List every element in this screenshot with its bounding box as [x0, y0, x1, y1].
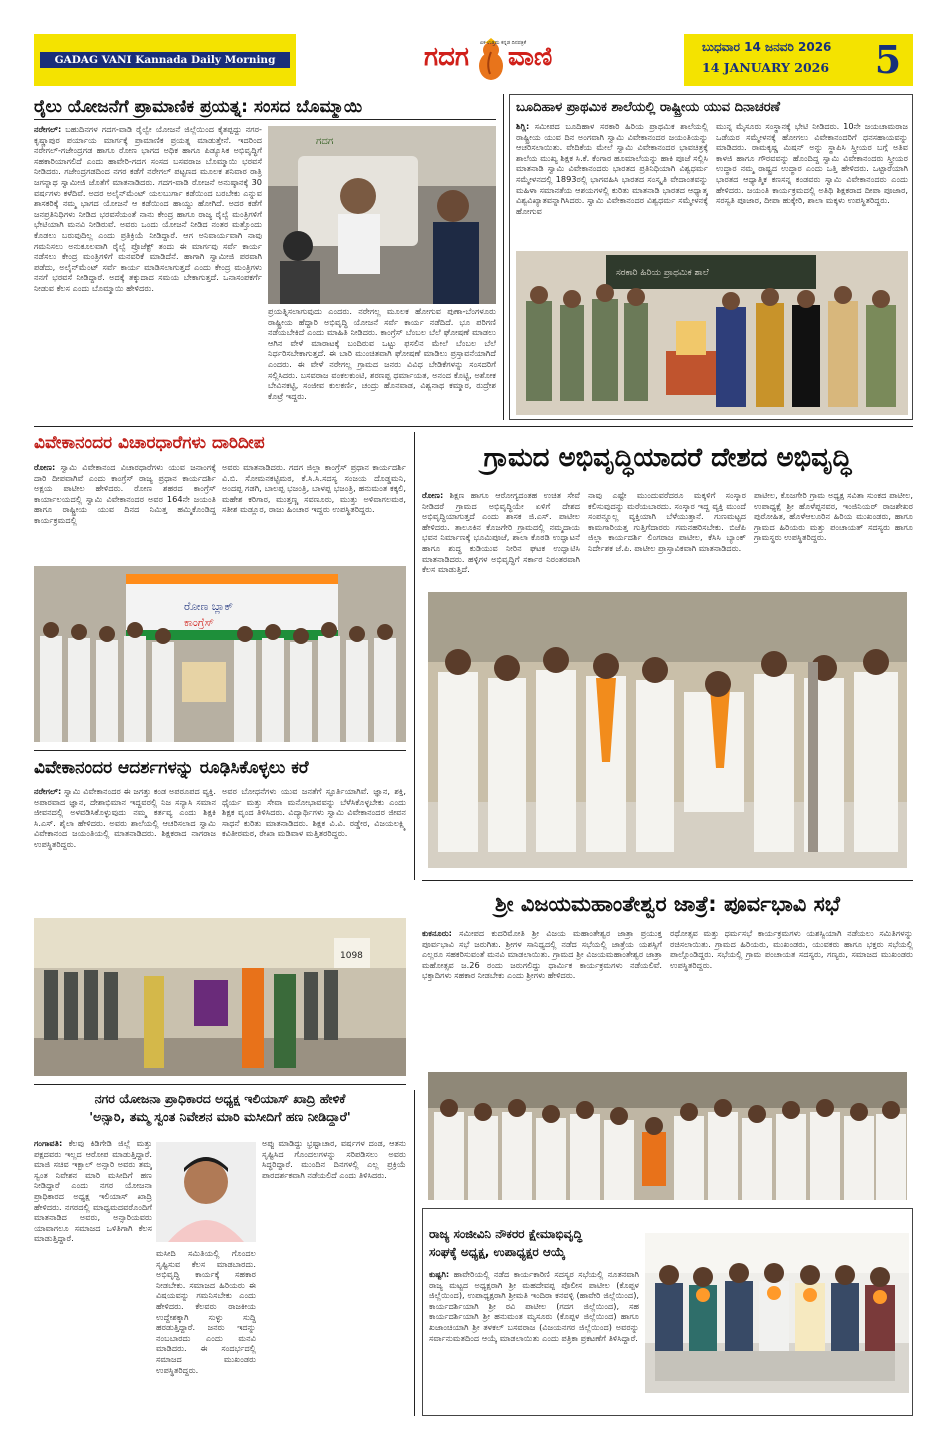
vivek-congress-headline	[34, 432, 406, 454]
logo-text-left: ಗದಗ	[424, 42, 469, 72]
school-dateline: ಶಿಗ್ಲಿ:	[516, 121, 530, 131]
vivek-congress-headline-text: ವಿವೇಕಾನಂದರ ವಿಚಾರಧಾರೆಗಳು ದಾರಿದೀಪ	[34, 433, 265, 453]
column-divider	[414, 432, 415, 880]
railway-photo-image	[268, 126, 496, 304]
jatra-headline-text: ಶ್ರೀ ವಿಜಯಮಹಾಂತೇಶ್ವರ ಜಾತ್ರೆ: ಪೂರ್ವಭಾವಿ ಸಭೆ	[495, 892, 840, 916]
vivek-ideals-body-column-2	[222, 786, 406, 910]
page-number: 5	[874, 37, 902, 82]
divider	[422, 880, 913, 881]
column-divider	[503, 94, 504, 420]
railway-headline	[34, 96, 496, 118]
vivek-congress-body-column-1	[34, 462, 216, 558]
divider	[34, 426, 913, 427]
jatra-body-1: ಸಮೀಪದ ಕುದರಿಮೋತಿ ಶ್ರೀ ವಿಜಯ ಮಹಾಂತೇಶ್ವರ ಜಾತ್ರಾ ಪ್ರಯುಕ್ತ ಪೂರ್ವಭಾವಿ ಸಭೆ ಜರುಗಿತು. ಶ್ರೀಗಳ ಸಾನಿಧ್ಯದಲ್ಲಿ ನಡೆದ ಸಭೆಯಲ್ಲಿ ಜಾತ್ರೆಯ ಯಶಸ್ಸಿಗೆ ಎಲ್ಲರೂ ಸಹಕರಿಸುವಂತೆ ಮನವಿ ಮಾಡಲಾಯಿತು. ಗ್ರಾಮದ ಶ್ರೀ ವಿಜಯಮಹಾಂತೇಶ್ವರ ಜಾತ್ರಾ ಮಹೋತ್ಸವ ಜ.26 ರಂದು ಜರುಗಲಿದ್ದು ಧಾರ್ಮಿಕ ಕಾರ್ಯಕ್ರಮಗಳು ನಡೆಯಲಿವೆ. ಭಕ್ತಾದಿಗಳು ಸಹಕಾರ ನೀಡಬೇಕು ಎಂದು ಶ್ರೀಗಳು ಹೇಳಿದರು.	[422, 928, 662, 981]
urban-body-column-1	[34, 1138, 152, 1414]
employees-photo-image	[645, 1233, 909, 1393]
employees-headline-line-2: ಸಂಘಕ್ಕೆ ಅಧ್ಯಕ್ಷ, ಉಪಾಧ್ಯಕ್ಷರ ಆಯ್ಕೆ	[429, 1245, 566, 1259]
jatra-body-column-1	[422, 928, 662, 1066]
school-photo-image	[516, 251, 908, 415]
school-photo-board: ಸರಕಾರಿ ಹಿರಿಯ ಪ್ರಾಥಮಿಕ ಶಾಲೆ	[616, 268, 709, 278]
vivek-ideals-headline-text: ವಿವೇಕಾನಂದರ ಆದರ್ಶಗಳನ್ನು ರೂಢಿಸಿಕೊಳ್ಳಲು ಕರೆ	[34, 758, 309, 778]
school-body-2: ಮುನ್ನ ಮೈಸೂರು ಸಂಸ್ಥಾನಕ್ಕೆ ಭೇಟಿ ನೀಡಿದರು. 10ನೇ ಜಯಚಾಮರಾಜ ಒಡೆಯರ ಸಮ್ಮೇಳನಕ್ಕೆ ಹೋಗಲು ವಿವೇಕಾನಂದರಿಗೆ ಧನಸಹಾಯವನ್ನು ಮಾಡಿದರು. ರಾಮಕೃಷ್ಣ ಮಿಷನ್ ಅನ್ನು ಸ್ಥಾಪಿಸಿ ಸ್ತ್ರೀಯರ ಬಗ್ಗೆ ಅತಿವ ಕಾಳಜಿ ಹಾಗೂ ಗೌರವವನ್ನು ಹೊಂದಿದ್ದ ಸ್ವಾಮಿ ವಿವೇಕಾನಂದರು ಸ್ತ್ರೀಯರ ಉದ್ಧಾರ ನಮ್ಮ ರಾಷ್ಟ್ರದ ಉದ್ಧಾರ ಎಂದು ಒತ್ತಿ ಹೇಳಿದರು. ಒಟ್ಟಾರೆಯಾಗಿ ಭಾರತದ ಆಧ್ಯಾತ್ಮಿಕ ಕಣಸನ್ನ ಕಂಡವರು ಸ್ವಾಮಿ ವಿವೇಕಾನಂದರು ಎಂದು ಹೇಳಿದರು. ಜಯಂತಿ ಕಾರ್ಯಕ್ರಮದಲ್ಲಿ ಅತಿಥಿ ಶಿಕ್ಷಕರಾದ ದೀಪಾ ಪೂಜಾರ, ಸರಸ್ವತಿ ಪೂಜಾರ, ದೀಪಾ ಹುಕ್ಕೇರಿ, ಶಾಲಾ ಮಕ್ಕಳು ಉಪಸ್ಥಿತರಿದ್ದರು.	[716, 121, 908, 206]
village-photo	[428, 592, 907, 868]
employees-headline-line-1: ರಾಜ್ಯ ಸಂಜೀವಿನಿ ನೌಕರರ ಕ್ಷೇಮಾಭಿವೃದ್ಧಿ	[429, 1227, 583, 1241]
village-body-column-1	[422, 490, 580, 586]
village-photo-image	[428, 592, 907, 868]
railway-dateline: ನರೇಗಲ್:	[34, 124, 62, 134]
village-headline-text: ಗ್ರಾಮದ ಅಭಿವೃದ್ಧಿಯಾದರೆ ದೇಶದ ಅಭಿವೃದ್ಧಿ	[483, 443, 852, 473]
masthead-left-band	[34, 34, 296, 86]
village-headline	[422, 432, 913, 484]
school-headline: ಬೂದಿಹಾಳ ಪ್ರಾಥಮಿಕ ಶಾಲೆಯಲ್ಲಿ ರಾಷ್ಟ್ರೀಯ ಯುವ ದಿನಾಚರಣೆ	[516, 100, 781, 115]
vivek-ideals-body-2: ಅವರ ಬೋಧನೆಗಳು ಯುವ ಜನತೆಗೆ ಸ್ಫೂರ್ತಿಯಾಗಿವೆ. ಜ್ಞಾನ, ಶಕ್ತಿ, ಧೈರ್ಯ ಮತ್ತು ಸೇವಾ ಮನೋಭಾವವನ್ನು ಬೆಳೆಸಿಕೊಳ್ಳಬೇಕು ಎಂದು ಶಿಕ್ಷಕ ವೃಂದ ತಿಳಿಸಿದರು. ವಿದ್ಯಾರ್ಥಿಗಳು ಸ್ವಾಮಿ ವಿವೇಕಾನಂದರ ಜೀವನ ಸಾಧನೆ ಕುರಿತು ಮಾತನಾಡಿದರು. ಶಿಕ್ಷಕ ವಿ.ವಿ. ರಡ್ಡೇರ, ವಿಜಯಲಕ್ಷ್ಮಿ ಕವಿತೀರಮಠ, ರೇಖಾ ಮಡಿವಾಳ ಮತ್ತಿತರರಿದ್ದರು.	[222, 786, 406, 839]
vivek-congress-body-column-2	[222, 462, 406, 558]
school-photo	[516, 251, 908, 415]
vivek-congress-body-2: ಅವರು ಮಾತನಾಡಿದರು. ಗದಗ ಜಿಲ್ಲಾ ಕಾಂಗ್ರೆಸ್ ಪ್ರಧಾನ ಕಾರ್ಯದರ್ಶಿ ವಿ.ಬಿ. ಸೋಮನಕಟ್ಟಿಮಠ, ಕೆ.ಸಿ.ಸಿ.ಸದಸ್ಯ ಸಂಜಯ ದೊಡ್ಡಮನಿ, ಅಂದಪ್ಪ ಗಡಗಿ, ಬಾಲಪ್ಪ ಭಜಂತ್ರಿ, ಬಾಳಪ್ಪ ಭಜಂತ್ರಿ, ಹನುಮಂತ ಕಕ್ಕಲಿ, ಮಹೇಶ ಕರಿಗಾರ, ಮುತ್ತಣ್ಣ ಸವಣೂರು, ಮುತ್ತು ಅಳಿವಾಗಲಮಠ, ಸತೀಶ ಮಡ್ಲೂರ, ರಾಜು ಹಿಂಚಾರ ಇದ್ದರು ಉಪಸ್ಥಿತರಿದ್ದರು.	[222, 462, 406, 515]
urban-body-column-3	[262, 1138, 406, 1414]
railway-photo	[268, 126, 496, 304]
railway-body-1: ಬಹುದಿನಗಳ ಗದಗ-ವಾಡಿ ರೈಲ್ವೇ ಯೋಜನೆ ಜಿಲ್ಲೆಯಿಂದ ಕೈತಪ್ಪದ್ದು ನಗರ-ಕೃಷ್ಣಾಪುರ ಪರ್ಯಾಯ ಮಾರ್ಗಕ್ಕೆ ಪ್ರಾಮಾಣಿಕ ಪ್ರಯತ್ನ ಮಾಡುತ್ತೇನೆ. ಇದರಿಂದ ನರೇಗಲ್-ಗಜೇಂದ್ರಗಡ ಹಾಗೂ ರೋಣ ಭಾಗದ ಅಧಿಕ ಹಾಗೂ ಪಿಡ್ಯೂಸಿಕ ಅಭಿವೃದ್ಧಿಗೆ ಸಹಕಾರಿಯಾಗಲಿದೆ ಎಂದು ಹಾವೇರಿ-ಗದಗ ಸಂಸದ ಬಸವರಾಜ ಬೊಮ್ಮಾಯಿ ಭರವಸೆ ನೀಡಿದರು. ಗಜೇಂದ್ರಗಡದಿಂದ ನಗರ ಕಡೆಗೆ ನರೇಗಲ್ ಪಟ್ಟಣದ ಮೂಲಕ ಶನಿವಾರ ರಾತ್ರಿ ಜಗನ್ನಾಥ ಸ್ವಾಮೀಜಿ ಜೊತೆಗೆ ಮಾತನಾಡಿದರು. ಗದಗ-ವಾಡಿ ರೋಜನೆ ಅನುಷ್ಠಾನಕ್ಕೆ 30 ವರ್ಷಗಳು ಕಳೆದಿವೆ. ಅದರ ಅಲೈನ್‌ಮೆಂಟ್ ಯಲಬುರ್ಗಾ ಕಡೆಯಿಂದ ಬರಬೇಕು ಎನ್ನುವ ಶಾಸಕರಿಕ್ಕೆ ನಮ್ಮ ಭಾಗದ ಯೋಜನೆ ಆ ಕಡೆಯಿಂದ ಹಾಯ್ದು ಹೋಗಿದೆ. ಅದರ ಕಡೆಗೆ ಜನಪ್ರತಿನಿಧಿಗಳು ನೀಡಿದ ಭರವಸೆಯಂತೆ ನಾನು ಕೇಂದ್ರ ಹಾಗೂ ರಾಜ್ಯ ರೈಲ್ವೆ ಮಂತ್ರಿಗಳಿಗೆ ಭೇಟಿಯಾಗಿ ಮನವಿ ನೀಡಿರುವೆ. ಅವರು ಒಂದು ಯೋಜನೆ ನೀಡಿದ ನಂತರ ಮತ್ತೊಂದು ಕೊಡಲು ಬರುವುದಿಲ್ಲ ಎಂದು ಪ್ರತಿಕ್ರಿಯೆ ನೀಡಿದ್ದಾರೆ. ಆಗ ಅನಿವಾರ್ಯವಾಗಿ ನಾವು ಗಮನಿಸಲು ಅನುಕೂಲವಾಗಿ ರೈಲ್ವೆ ಪ್ರೊಜೆಕ್ಟ್ ತಂದು ಈ ಮಾರ್ಗವು ಸರ್ವೆ ಕಾರ್ಯ ನಡೆಸಲು ಕೇಂದ್ರ ಮಂತ್ರಿಗಳಿಗೆ ಮನವರಿಕೆ ಮಾಡಿದೆನೆ. ಹಾಗಾಗಿ ಸ್ವಾಮೀಜಿ ಪರವಾಗಿ ಪಡೆದು, ಅಲೈನ್‌ಮೆಂಟ್ ಸರ್ವೆ ಕಾರ್ಯ ಮಾಡಿಸಲಾಗುತ್ತದೆ ಎಂದು ಕೇಂದ್ರ ಮಂತ್ರಿಗಳು ನನಗೆ ಭರವಸೆ ನೀಡಿದ್ದಾರೆ. ಅದಕ್ಕೆ ತಕ್ಕುದಾದ ಸಮಯ ಬೇಕಾಗುತ್ತದೆ. ಒನಾಸಂಪಕರ್ಗೆ ನೀಡುವ ಕೆಲಸ ಎಂದು ಬೊಮ್ಮಾಯಿ ಹೇಳಿದರು.	[34, 124, 262, 293]
masthead-right-band	[684, 34, 913, 86]
village-body-2: ನಾವು ಎಷ್ಟೇ ಮುಂದುವರೆದರೂ ಮಕ್ಕಳಿಗೆ ಸಂಸ್ಕಾರ ಕಲಿಸುವುದನ್ನು ಮರೆಯಬಾರದು. ಸಂಸ್ಕಾರ ಇದ್ದ ವ್ಯಕ್ತಿ ಮುಂದೆ ಸಂಪನ್ನೂಲ್ಲ ವ್ಯಕ್ತಿಯಾಗಿ ಬೆಳೆಯುತ್ತಾನೆ. ಗುಣಮಟ್ಟದ ಕಾಮಗಾರಿಯತ್ತ ಗುತ್ತಿಗೆದಾರರು ಗಮನಹರಿಸಬೇಕು. ಬಿಜೆಪಿ ಜಿಲ್ಲಾ ಕಾರ್ಯದರ್ಶಿ ಲಿಂಗರಾಜ ಪಾಟೀಲ, ಕೆಸಿಸಿ ಬ್ಯಾಂಕ್ ನಿರ್ದೇಶಕ ಜೆ.ಪಿ. ಪಾಟೀಲ ಪ್ರಾಸ್ತಾವಿಕವಾಗಿ ಮಾತನಾಡಿದರು.	[588, 490, 746, 553]
employees-photo	[645, 1233, 909, 1393]
railway-body-column-2	[268, 306, 496, 414]
village-body-column-3	[754, 490, 913, 586]
jatra-dateline: ಕುಕನೂರು:	[422, 928, 452, 938]
railway-headline-text: ರೈಲು ಯೋಜನೆಗೆ ಪ್ರಾಮಾಣಿಕ ಪ್ರಯತ್ನ: ಸಂಸದ ಬೊಮ್ಮಾಯಿ	[34, 97, 363, 117]
logo-text-right: ವಾಣಿ	[508, 42, 553, 72]
village-body-column-2	[588, 490, 746, 586]
jatra-body-2: ರಥೋತ್ಸವ ಮತ್ತು ಧರ್ಮಸಭೆ ಕಾರ್ಯಕ್ರಮಗಳು ಯಶಸ್ವಿಯಾಗಿ ನಡೆಯಲು ಸಮಿತಿಗಳನ್ನು ರಚಿಸಲಾಯಿತು. ಗ್ರಾಮದ ಹಿರಿಯರು, ಮುಖಂಡರು, ಯುವಕರು ಹಾಗೂ ಭಕ್ತರು ಸಭೆಯಲ್ಲಿ ಪಾಲ್ಗೊಂಡಿದ್ದರು. ಸಭೆಯಲ್ಲಿ ಗ್ರಾಮ ಪಂಚಾಯತ ಸದಸ್ಯರು, ಗಣ್ಯರು, ಸಮಾಜದ ಮುಖಂಡರು ಉಪಸ್ಥಿತರಿದ್ದರು.	[670, 928, 913, 970]
congress-photo-image	[34, 566, 406, 742]
divider	[34, 119, 496, 120]
jatra-photo	[428, 1072, 907, 1200]
school-number-plate: 1098	[340, 951, 363, 961]
newspaper-logo	[424, 38, 574, 82]
jatra-photo-image	[428, 1072, 907, 1200]
urban-body-2: ಮಸೀದಿ ಸಮಿತಿಯಲ್ಲಿ ಗೊಂದಲ ಸೃಷ್ಟಿಸುವ ಕೆಲಸ ಮಾಡಬಾರದು. ಅಭಿವೃದ್ಧಿ ಕಾರ್ಯಕ್ಕೆ ಸಹಕಾರ ನೀಡಬೇಕು. ಸಮಾಜದ ಹಿರಿಯರು ಈ ವಿಷಯವನ್ನು ಗಮನಿಸಬೇಕು ಎಂದು ಹೇಳಿದರು. ಕೆಲವರು ರಾಜಕೀಯ ಉದ್ದೇಶಕ್ಕಾಗಿ ಸುಳ್ಳು ಸುದ್ದಿ ಹರಡುತ್ತಿದ್ದಾರೆ. ಜನರು ಇದನ್ನು ನಂಬಬಾರದು ಎಂದು ಮನವಿ ಮಾಡಿದರು. ಈ ಸಂದರ್ಭದಲ್ಲಿ ಸಮಾಜದ ಮುಖಂಡರು ಉಪಸ್ಥಿತರಿದ್ದರು.	[156, 1248, 256, 1375]
masthead-center	[296, 34, 684, 86]
vivek-ideals-headline	[34, 756, 406, 780]
school-assembly-photo-image	[34, 918, 406, 1076]
jatra-body-column-2	[670, 928, 913, 1066]
railway-body-column-1	[34, 124, 262, 414]
portrait-photo-image	[156, 1142, 256, 1242]
divider	[34, 1084, 406, 1085]
column-divider	[414, 1090, 415, 1416]
railway-photo-banner: ಗದಗ	[316, 136, 334, 147]
school-assembly-photo	[34, 918, 406, 1076]
congress-banner-line-2: ಕಾಂಗ್ರೆಸ್	[184, 616, 214, 629]
jatra-headline	[422, 884, 913, 924]
school-body-1: ಸಮೀಪದ ಬೂದಿಹಾಳ ಸರಕಾರಿ ಹಿರಿಯ ಪ್ರಾಥಮಿಕ ಶಾಲೆಯಲ್ಲಿ ರಾಷ್ಟ್ರೀಯ ಯುವ ದಿನ ಅಂಗವಾಗಿ ಸ್ವಾಮಿ ವಿವೇಕಾನಂದರ ಜಯಂತಿಯನ್ನು ಆಚರಿಸಲಾಯಿತು. ವೇದಿಕೆಯ ಮೇಲೆ ಸ್ವಾಮಿ ವಿವೇಕಾನಂದರ ಭಾವಚಿತ್ರಕ್ಕೆ ಶಾಲೆಯ ಮುಖ್ಯ ಶಿಕ್ಷಕ ಸಿ.ಕೆ. ಕೆಂಗಾರ ಹೂಮಾಲೆಯನ್ನು ಹಾಕಿ ಪೂಜೆ ಸಲ್ಲಿಸಿ ಮಾತನಾಡಿ ಸ್ವಾಮಿ ವಿವೇಕಾನಂದರು ಭಾರತದ ಪ್ರತಿನಿಧಿಯಾಗಿ ವಿಶ್ವಧರ್ಮ ಸಮ್ಮೇಳನದಲ್ಲಿ 1893ರಲ್ಲಿ ಭಾಗವಹಿಸಿ ಭಾರತದ ಸಂಸ್ಕೃತಿ ವೇದಾಂತವನ್ನು ಮಹಿಳಾ ಸಮಾನತೆಯ ಆಶಯಗಳಲ್ಲಿ ಕುರಿತು ಮಾತನಾಡಿ ಭಾರತದ ಆಧ್ಯಾತ್ಮ ವಿಶ್ವವಿಖ್ಯಾತವನ್ನಾಗಿಸಿದರು. ಸ್ವಾಮಿ ವಿವೇಕಾನಂದರ ವಿಶ್ವಧರ್ಮ ಸಮ್ಮೇಳನಕ್ಕೆ ಹೋಗುವ	[516, 121, 708, 216]
divider	[34, 750, 406, 751]
village-body-3: ಪಾಟೀಲ, ಕೊಜಗೇರಿ ಗ್ರಾಮ ಅಧ್ಯಕ್ಷ ಸವಿತಾ ಸುಂಕದ ಪಾಟೀಲ, ಉಪಾಧ್ಯಕ್ಷೆ ಶ್ರೀ ಹೊಳೆಪ್ಪನವರ, ಇಂಜಿನಿಯರ್ ರಾಜಶೇಖರ ಪುರೋಹಿತ, ಹೊಳೆಆಲೂರಿನ ಹಿರಿಯ ಮುಖಂಡರು, ಹಾಗೂ ಗ್ರಾಮದ ಹಿರಿಯರು ಮತ್ತು ಪಂಚಾಯತ್ ಸದಸ್ಯರು ಹಾಗೂ ಗ್ರಾಮಸ್ಥರು ಉಪಸ್ಥಿತರಿದ್ದರು.	[754, 490, 913, 543]
vivek-ideals-body-1: ಸ್ವಾಮಿ ವಿವೇಕಾನಂದರ ಈ ಜಗತ್ತು ಕಂಡ ಅಪರೂಪದ ವ್ಯಕ್ತಿ. ಅಪಾರವಾದ ಜ್ಞಾನ, ದೇಶಾಭಿಮಾನ ಇದ್ದವರಲ್ಲಿ ನಿಜ ಸನ್ಯಾಸಿ ಸಮಾನ ಜೀವನದಲ್ಲಿ ಅಳವಡಿಸಿಕೊಳ್ಳುವುದು ನಮ್ಮ ಕರ್ತವ್ಯ ಎಂದು ಶಿಕ್ಷಕಿ ಸಿ.ಎಸ್. ಶೈಲಾ ಹೇಳಿದರು. ಅವರು ಶಾಲೆಯಲ್ಲಿ ಆಚರಿಸಲಾದ ಸ್ವಾಮಿ ವಿವೇಕಾನಂದ ಜಯಂತಿಯಲ್ಲಿ ಮಾತನಾಡಿದರು. ಶಿಕ್ಷಕರಾದ ನಾಗರಾಜ ಉಪಸ್ಥಿತರಿದ್ದರು.	[34, 786, 216, 849]
congress-photo	[34, 566, 406, 742]
employees-dateline: ಕುಷ್ಟಗಿ:	[429, 1269, 450, 1279]
logo-tagline: ಏಕ ಉತ್ತಮ ಕನ್ನಡ ದಿನಪತ್ರಿಕೆ	[480, 40, 527, 46]
employees-body	[429, 1269, 639, 1411]
village-body-1: ಶಿಕ್ಷಣ ಹಾಗೂ ಆರೋಗ್ಯದಂತಹ ಉಚಿತ ಸೇವೆ ನೀಡಿದರೆ ಗ್ರಾಮದ ಅಭಿವೃದ್ಧಿಯೇ ಏಳಿಗೆ ದೇಶದ ಅಭಿವೃದ್ಧಿಯಾಗುತ್ತದೆ ಎಂದು ಶಾಸಕ ಜಿ.ಎಸ್. ಪಾಟೀಲ ಹೇಳಿದರು. ತಾಲೂಕಿನ ಕೊಜಗೇರಿ ಗ್ರಾಮದಲ್ಲಿ ನಮ್ಮದಾಯ ಭವನ ನಿರ್ಮಾಣಕ್ಕೆ ಭೂಮಿಪೂಜೆ, ಶಾಲಾ ಕೊಠಡಿ ಉದ್ಘಾಟನೆ ಹಾಗೂ ಶುದ್ಧ ಕುಡಿಯುವ ನೀರಿನ ಘಟಕ ಉದ್ಘಾಟಿಸಿ ಮಾತನಾಡಿದರು. ಹಳ್ಳಿಗಳ ಅಭಿವೃದ್ಧಿಗೆ ಸರ್ಕಾರ ನಿರಂತರವಾಗಿ ಕೆಲಸ ಮಾಡುತ್ತಿದೆ.	[422, 490, 580, 575]
congress-banner-line-1: ರೋಣ ಬ್ಲಾಕ್	[184, 600, 233, 613]
vivek-congress-dateline: ರೋಣ:	[34, 462, 56, 472]
urban-headline-line-1: ನಗರ ಯೋಜನಾ ಪ್ರಾಧಿಕಾರದ ಅಧ್ಯಕ್ಷ ಇಲಿಯಾಸ್ ಖಾದ್ರಿ ಹೇಳಿಕೆ	[94, 1091, 346, 1106]
date-english: 14 JANUARY 2026	[702, 60, 830, 75]
employees-body-1: ಹಾವೇರಿಯಲ್ಲಿ ನಡೆದ ಕಾರ್ಯಕಾರಿಣಿ ಸದಸ್ಯರ ಸಭೆಯಲ್ಲಿ ನೂತನವಾಗಿ ರಾಜ್ಯ ಮಟ್ಟದ ಅಧ್ಯಕ್ಷರಾಗಿ ಶ್ರೀ ಮಹದೇವಪ್ಪ ಪೊಲೀಸ ಪಾಟೀಲ (ಕೊಪ್ಪಳ ಜಿಲ್ಲೆಯಿಂದ), ಉಪಾಧ್ಯಕ್ಷರಾಗಿ ಶ್ರೀಮತಿ ಇಂದಿರಾ ಕನವಳ್ಳಿ (ಹಾವೇರಿ ಜಿಲ್ಲೆಯಿಂದ), ಕಾರ್ಯದರ್ಶಿಯಾಗಿ ಶ್ರೀ ರವಿ ಪಾಟೀಲ (ಗದಗ ಜಿಲ್ಲೆಯಿಂದ), ಸಹ ಕಾರ್ಯದರ್ಶಿಯಾಗಿ ಶ್ರೀ ಹನುಮಂತ ಮ್ಯಸೂರು (ಕೊಪ್ಪಳ ಜಿಲ್ಲೆಯಿಂದ) ಹಾಗೂ ಖಜಾಂಚಿಯಾಗಿ ಶ್ರೀ ತಳಕಲ್ ಬಸವರಾಜ (ವಿಜಯನಗರ ಜಿಲ್ಲೆಯಿಂದ) ಅವರನ್ನು ಸರ್ವಾನುಮತದಿಂದ ಆಯ್ಕೆ ಮಾಡಲಾಯಿತು ಎಂದು ಪತ್ರಿಕಾ ಪ್ರಕಟಣೆಗೆ ತಿಳಿಸಿದ್ದಾರೆ.	[429, 1269, 639, 1343]
vivek-ideals-dateline: ನರೇಗಲ್:	[34, 786, 62, 796]
vivek-ideals-body-column-1	[34, 786, 216, 910]
school-article-box	[509, 94, 913, 420]
urban-body-column-2	[156, 1248, 256, 1414]
railway-body-2: ಪ್ರಯತ್ನಿಸಲಾಗುವುದು ಎಂದರು. ನರೇಗಲ್ಲ ಮೂಲಕ ಹೋಗುವ ಪುಣಾ-ಬೆಂಗಳೂರು ರಾಷ್ಟ್ರೀಯ ಹೆದ್ದಾರಿ ಅಭಿವೃದ್ಧಿ ಯೋಜನೆ ಸರ್ವೆ ಕಾರ್ಯ ನಡೆದಿದೆ. ಭೂ ಪರಿಗಣಿ ನಡೆಯಬೇಕಿದೆ ಎಂದು ಮಾಹಿತಿ ನೀಡಿದರು. ಕಾಂಗ್ರೆಸ್ ಬೆಂಬಲ ಬೆಲೆ ಘೋಷಣೆ ಮಾಡಲು ಆಗಿನ ವೇಳೆ ಮಾರಾಟಕ್ಕೆ ಬಂದಿರುವ ಒಟ್ಟು ಫಸಲಿನ ಮೇಲೆ ಬೆಂಬಲ ಬೆಲೆ ನಿರ್ಧರಿಸಬೇಕಾಗುತ್ತದೆ. ಈ ಬಾರಿ ಮುಂಚಿತವಾಗಿ ಘೋಷಣೆ ಮಾಡಿಲು ಪ್ರಸ್ತಾವನೆಯಾಗಿದೆ ಎಂದರು. ಈ ವೇಳೆ ನರೇಗಲ್ಲ ಗ್ರಾಮದ ಜನರು ವಿವಿಧ ಬೇಡಿಕೆಗಳನ್ನು ಸಂಸದರಿಗೆ ಸಲ್ಲಿಸಿದರು. ಬಸವರಾಜ ವಂಕಲಕುಂಟಿ, ಶರಣಪ್ಪ ಧರ್ಮಾಯತ, ಅನಂದ ಕೊಟ್ಟಿ, ಅಶೋಕ ಬೇವಿನಕಟ್ಟಿ, ಸಂಜೀವ ಕುಲಕರ್ಣಿ, ಚಂದ್ರು ಹೊನವಾಡ, ವಿಶ್ವನಾಥ ಕಮ್ಮಾರ, ರುದ್ರೇಶ ಕೊಟ್ರೆ ಇದ್ದರು.	[268, 306, 496, 401]
portrait-photo	[156, 1142, 256, 1242]
paper-name: GADAG VANI Kannada Daily Morning	[40, 52, 290, 68]
urban-body-1: ಕೆಲವು ಕಿಡಿಗೇಡಿ ಜಿಲ್ಲೆ ಮತ್ತು ಪಕ್ಷದವರು ಇಲ್ಲದ ಆರೋಪ ಮಾಡುತ್ತಿದ್ದಾರೆ. ಮಾಜಿ ಸಚಿವ ಇಕ್ಬಾಲ್ ಅನ್ಸಾರಿ ಅವರು ತಮ್ಮ ಸ್ವಂತ ನಿವೇಶನ ಮಾರಿ ಮಸೀದಿಗೆ ಹಣ ನೀಡಿದ್ದಾರೆ ಎಂದು ನಗರ ಯೋಜನಾ ಪ್ರಾಧಿಕಾರದ ಅಧ್ಯಕ್ಷ ಇಲಿಯಾಸ್ ಖಾದ್ರಿ ಹೇಳಿದರು. ನಗರದಲ್ಲಿ ಮಾಧ್ಯಮದವರೊಂದಿಗೆ ಮಾತನಾಡಿದ ಅವರು, ಅನ್ಸಾರಿಯವರು ಯಾವಾಗಲೂ ಸಮಾಜದ ಒಳಿತಿಗಾಗಿ ಕೆಲಸ ಮಾಡುತ್ತಿದ್ದಾರೆ.	[34, 1138, 152, 1244]
employees-article-box	[422, 1208, 913, 1416]
urban-body-3: ಅಪ್ಪು ಮಾಡಿದ್ದು ಭ್ರಷ್ಟಾಚಾರ, ವರ್ಷಗಳ ದಂಡ, ಆತನು ಸೃಷ್ಟಿಸಿದ ಗೊಂದಲಗಳನ್ನು ಸರಿಪಡಿಸಲು ಅವರು ಸಿದ್ಧರಿದ್ದಾರೆ. ಮುಂದಿನ ದಿನಗಳಲ್ಲಿ ಎಲ್ಲ ಪ್ರಕ್ರಿಯೆ ಪಾರದರ್ಶಕವಾಗಿ ನಡೆಯಲಿದೆ ಎಂದು ತಿಳಿಸಿದರು.	[262, 1138, 406, 1180]
urban-headline	[34, 1090, 406, 1130]
vivek-congress-body-1: ಸ್ವಾಮಿ ವಿವೇಕಾನಂದ ವಿಚಾರಧಾರೆಗಳು ಯುವ ಜನಾಂಗಕ್ಕೆ ದಾರಿ ದೀಪವಾಗಿವೆ ಎಂದು ಕಾಂಗ್ರೆಸ್ ರಾಜ್ಯ ಪ್ರಧಾನ ಕಾರ್ಯದರ್ಶಿ ಅಕ್ಷಯ ಪಾಟೀಲ ಹೇಳಿದರು. ರೋಣ ಶಹರದ ಕಾಂಗ್ರೆಸ್ ಕಾರ್ಯಾಲಯದಲ್ಲಿ ಸ್ವಾಮಿ ವಿವೇಕಾನಂದರ ಅವರ 164ನೇ ಜಯಂತಿ ಹಾಗೂ ರಾಷ್ಟ್ರೀಯ ಯುವ ದಿನದ ನಿಮಿತ್ತ ಹಮ್ಮಿಕೊಂಡಿದ್ದ ಕಾರ್ಯಕ್ರಮದಲ್ಲಿ	[34, 462, 216, 525]
urban-headline-line-2: 'ಅನ್ಸಾರಿ, ತಮ್ಮ ಸ್ವಂತ ನಿವೇಶನ ಮಾರಿ ಮಸೀದಿಗೆ ಹಣ ನೀಡಿದ್ದಾರೆ'	[89, 1109, 351, 1124]
village-dateline: ರೋಣ:	[422, 490, 444, 500]
masthead	[34, 34, 913, 86]
urban-dateline: ಗಂಗಾವತಿ:	[34, 1138, 63, 1148]
date-kannada: ಬುಧವಾರ 14 ಜನವರಿ 2026	[702, 40, 832, 54]
